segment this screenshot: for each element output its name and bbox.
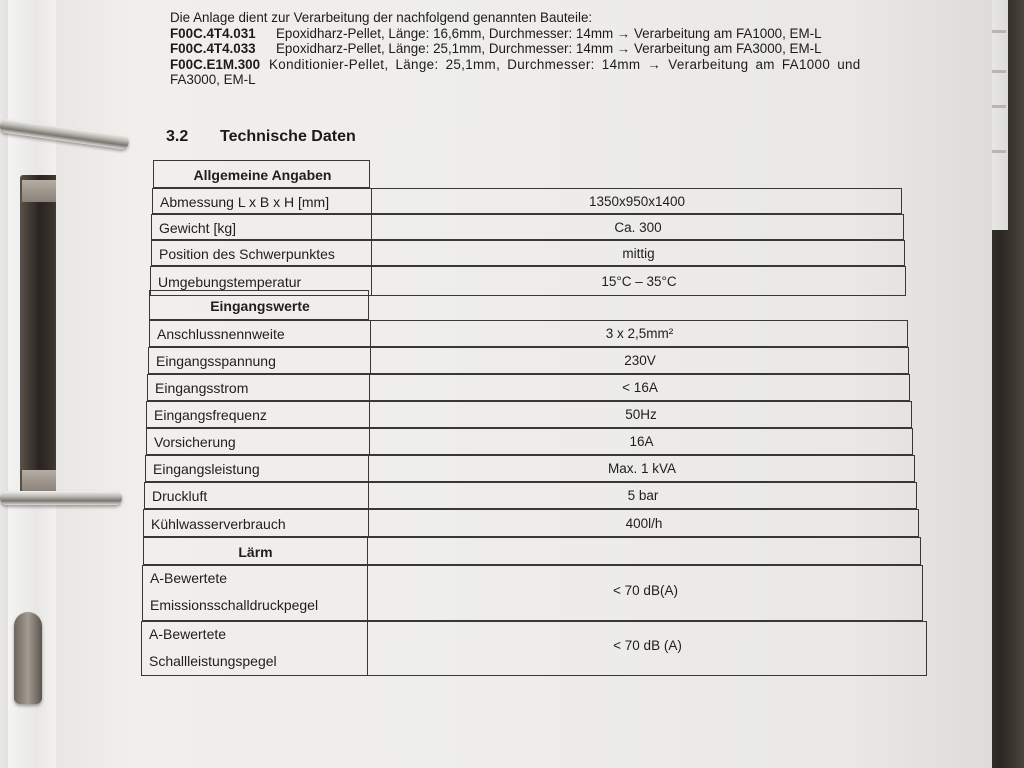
- row-label: Vorsicherung: [154, 434, 236, 450]
- row-label: Eingangsspannung: [156, 353, 276, 369]
- table-row: [152, 188, 902, 214]
- part-code: F00C.4T4.031: [170, 25, 256, 41]
- row-label: Kühlwasserverbrauch: [151, 515, 286, 532]
- row-label-line1: A-Bewertete: [149, 626, 227, 642]
- row-value: 16A: [629, 434, 654, 449]
- row-label: Position des Schwerpunktes: [159, 245, 335, 262]
- row-value: 3 x 2,5mm²: [605, 326, 674, 341]
- row-label-line1: A-Bewertete: [150, 570, 228, 586]
- table-row: [143, 509, 919, 537]
- table-group-header: [149, 290, 369, 320]
- row-value: mittig: [622, 245, 655, 261]
- part-text: Epoxidharz-Pellet, Länge: 25,1mm, Durchmesser: 14mm → Verarbeitung am FA3000, EM-L: [276, 41, 822, 56]
- part-row: [170, 41, 900, 57]
- table-row: [151, 214, 904, 240]
- group-header-label: Lärm: [238, 543, 273, 560]
- part-code: F00C.E1M.300: [170, 56, 261, 72]
- row-label: Abmessung L x B x H [mm]: [160, 193, 330, 210]
- row-value: 50Hz: [625, 407, 657, 422]
- row-value: 230V: [624, 353, 656, 368]
- part-row: [170, 26, 900, 42]
- table-row: [146, 401, 912, 428]
- binder-ring-middle: [0, 491, 122, 505]
- table-row: [145, 455, 915, 482]
- part-continuation: FA3000, EM-L: [170, 72, 256, 87]
- part-text: Epoxidharz-Pellet, Länge: 16,6mm, Durchmesser: 14mm → Verarbeitung am FA1000, EM-L: [276, 25, 822, 41]
- row-label: Eingangsstrom: [155, 380, 249, 396]
- table-row: [146, 428, 913, 455]
- row-value: Max. 1 kVA: [607, 461, 677, 476]
- column-divider: [367, 538, 368, 564]
- row-value: < 70 dB(A): [613, 582, 678, 598]
- row-value: 1350x950x1400: [588, 193, 686, 209]
- group-header-label: Eingangswerte: [210, 297, 310, 314]
- part-text: Konditionier-Pellet, Länge: 25,1mm, Durchmesser: 14mm → Verarbeitung am FA1000 und: [269, 56, 861, 72]
- section-heading: [166, 128, 356, 146]
- part-code: F00C.4T4.033: [170, 41, 256, 56]
- row-label-line2: Emissionsschalldruckpegel: [150, 597, 319, 613]
- row-label: Umgebungstemperatur: [158, 273, 302, 290]
- row-value: < 16A: [622, 380, 658, 395]
- part-row: [170, 57, 900, 73]
- table-row: [144, 482, 917, 509]
- row-label: Druckluft: [152, 488, 208, 504]
- section-title: Technische Daten: [220, 128, 356, 145]
- row-label: Anschlussnennweite: [157, 326, 285, 342]
- row-value: Ca. 300: [614, 219, 662, 235]
- row-label: Gewicht [kg]: [159, 219, 237, 236]
- row-label-line2: Schallleistungspegel: [149, 653, 277, 669]
- table-row: [148, 347, 909, 374]
- table-row: [142, 565, 923, 621]
- row-value: 400l/h: [625, 515, 663, 531]
- row-value: 15°C – 35°C: [601, 273, 677, 289]
- intro-block: [170, 10, 900, 88]
- table-row: [151, 240, 905, 266]
- intro-lead: Die Anlage dient zur Verarbeitung der nachfolgend genannten Bauteile:: [170, 10, 593, 25]
- row-label: Eingangsleistung: [153, 461, 260, 477]
- row-value: < 70 dB (A): [613, 638, 682, 653]
- table-row: [149, 320, 908, 347]
- table-group-header: [143, 537, 921, 565]
- row-value: 5 bar: [627, 488, 659, 503]
- table-row: [147, 374, 910, 401]
- row-label: Eingangsfrequenz: [154, 407, 267, 423]
- group-header-label: Allgemeine Angaben: [193, 166, 332, 183]
- table-row: [141, 621, 927, 676]
- section-number: 3.2: [166, 128, 189, 145]
- table-group-header: [153, 160, 370, 188]
- binder-ring-bottom: [14, 612, 42, 704]
